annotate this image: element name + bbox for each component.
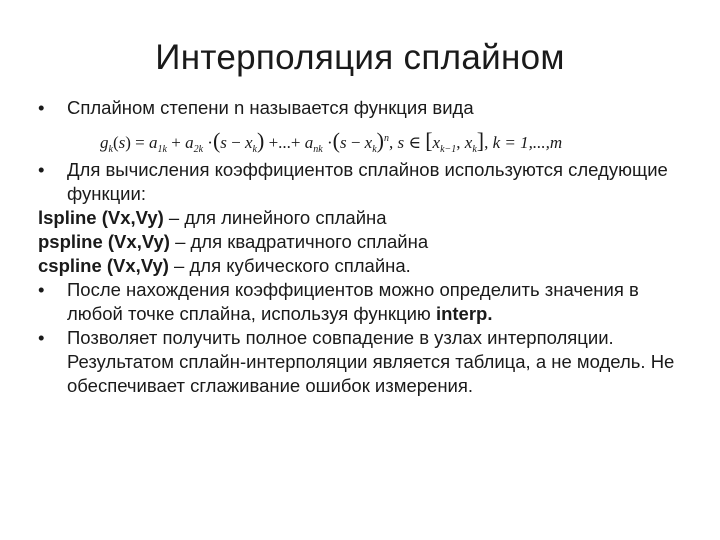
formula-dot-1: · — [207, 133, 213, 152]
bullet-intro-text: Сплайном степени n называется функция вида — [67, 97, 474, 118]
bullet-dot: • — [38, 97, 45, 118]
func-line-lspline — [38, 206, 698, 230]
formula-dots: ... — [278, 133, 291, 152]
bullet-dot: • — [38, 279, 45, 300]
func-name: cspline (Vx,Vy) — [38, 255, 169, 276]
formula-in: ∈ — [408, 133, 421, 152]
func-line-cspline — [38, 254, 698, 278]
bullet-dot: • — [38, 327, 45, 348]
bullet-properties-text: Позволяет получить полное совпадение в узлах интерполяции. Результатом сплайн-интерполяции является таблица, а не модель. Не обеспечивает сглаживание ошибок измерения. — [67, 327, 675, 396]
formula-plus-1: + — [171, 133, 181, 152]
formula-x-2: x — [364, 133, 373, 152]
func-name: lspline (Vx,Vy) — [38, 207, 164, 228]
slide-content — [38, 96, 698, 398]
formula-plus-3: + — [290, 133, 301, 152]
func-line-pspline — [38, 230, 698, 254]
formula-k-2: k — [252, 144, 257, 155]
bullet-intro — [38, 96, 698, 120]
bullet-functions — [38, 158, 698, 206]
func-desc: – для квадратичного сплайна — [169, 231, 429, 252]
formula-s-2: s — [220, 133, 227, 152]
formula-x-1: x — [244, 133, 253, 152]
formula-s: s — [118, 133, 126, 152]
func-desc: – для линейного сплайна — [163, 207, 387, 228]
func-desc: – для кубического сплайна. — [168, 255, 411, 276]
formula-ank: a — [304, 133, 314, 152]
formula-s-3: s — [339, 133, 347, 152]
formula-range: = 1,...,m — [504, 133, 563, 152]
formula-x-4: x — [464, 133, 473, 152]
formula-k-3: k — [372, 144, 377, 155]
formula-plus-2: + — [268, 133, 279, 152]
formula-s-4: s — [397, 133, 405, 152]
bullet-functions-text: Для вычисления коэффициентов сплайнов используются следующие функции: — [67, 159, 668, 204]
func-name: pspline (Vx,Vy) — [38, 231, 170, 252]
formula-dot-2: · — [326, 133, 333, 152]
formula-ank-sub: nk — [313, 144, 323, 155]
bullet-properties — [38, 326, 698, 398]
formula-a2k-sub: 2k — [193, 144, 204, 155]
spline-formula: $g_k(s) = a_{1k} + a_{2k} \cdot(s - x_k)$ +...+ $a_{nk} \cdot(s - x_k)^n$, s ∈ [$x_{k-1}$, $x_k$], k = 1,...,m — [100, 128, 563, 155]
bullet-interp — [38, 278, 698, 326]
formula-k-5: k — [492, 133, 501, 152]
formula-x-3: x — [432, 133, 441, 152]
formula-k-4: k — [472, 144, 477, 155]
formula-k: k — [108, 144, 113, 155]
formula-eq: = — [135, 133, 145, 152]
formula-n: n — [384, 133, 389, 144]
formula-a1k-sub: 1k — [157, 144, 167, 155]
bullet-dot: • — [38, 159, 45, 180]
slide-title: Интерполяция сплайном — [155, 38, 565, 77]
formula-a1k: a — [149, 133, 158, 152]
bullet-interp-text: После нахождения коэффициентов можно определить значения в любой точке сплайна, используя функцию — [67, 279, 639, 324]
interp-func-name: interp. — [435, 303, 493, 324]
formula-g: g — [100, 133, 109, 152]
formula-a2k: a — [185, 133, 194, 152]
formula-km1: k−1 — [440, 144, 457, 155]
